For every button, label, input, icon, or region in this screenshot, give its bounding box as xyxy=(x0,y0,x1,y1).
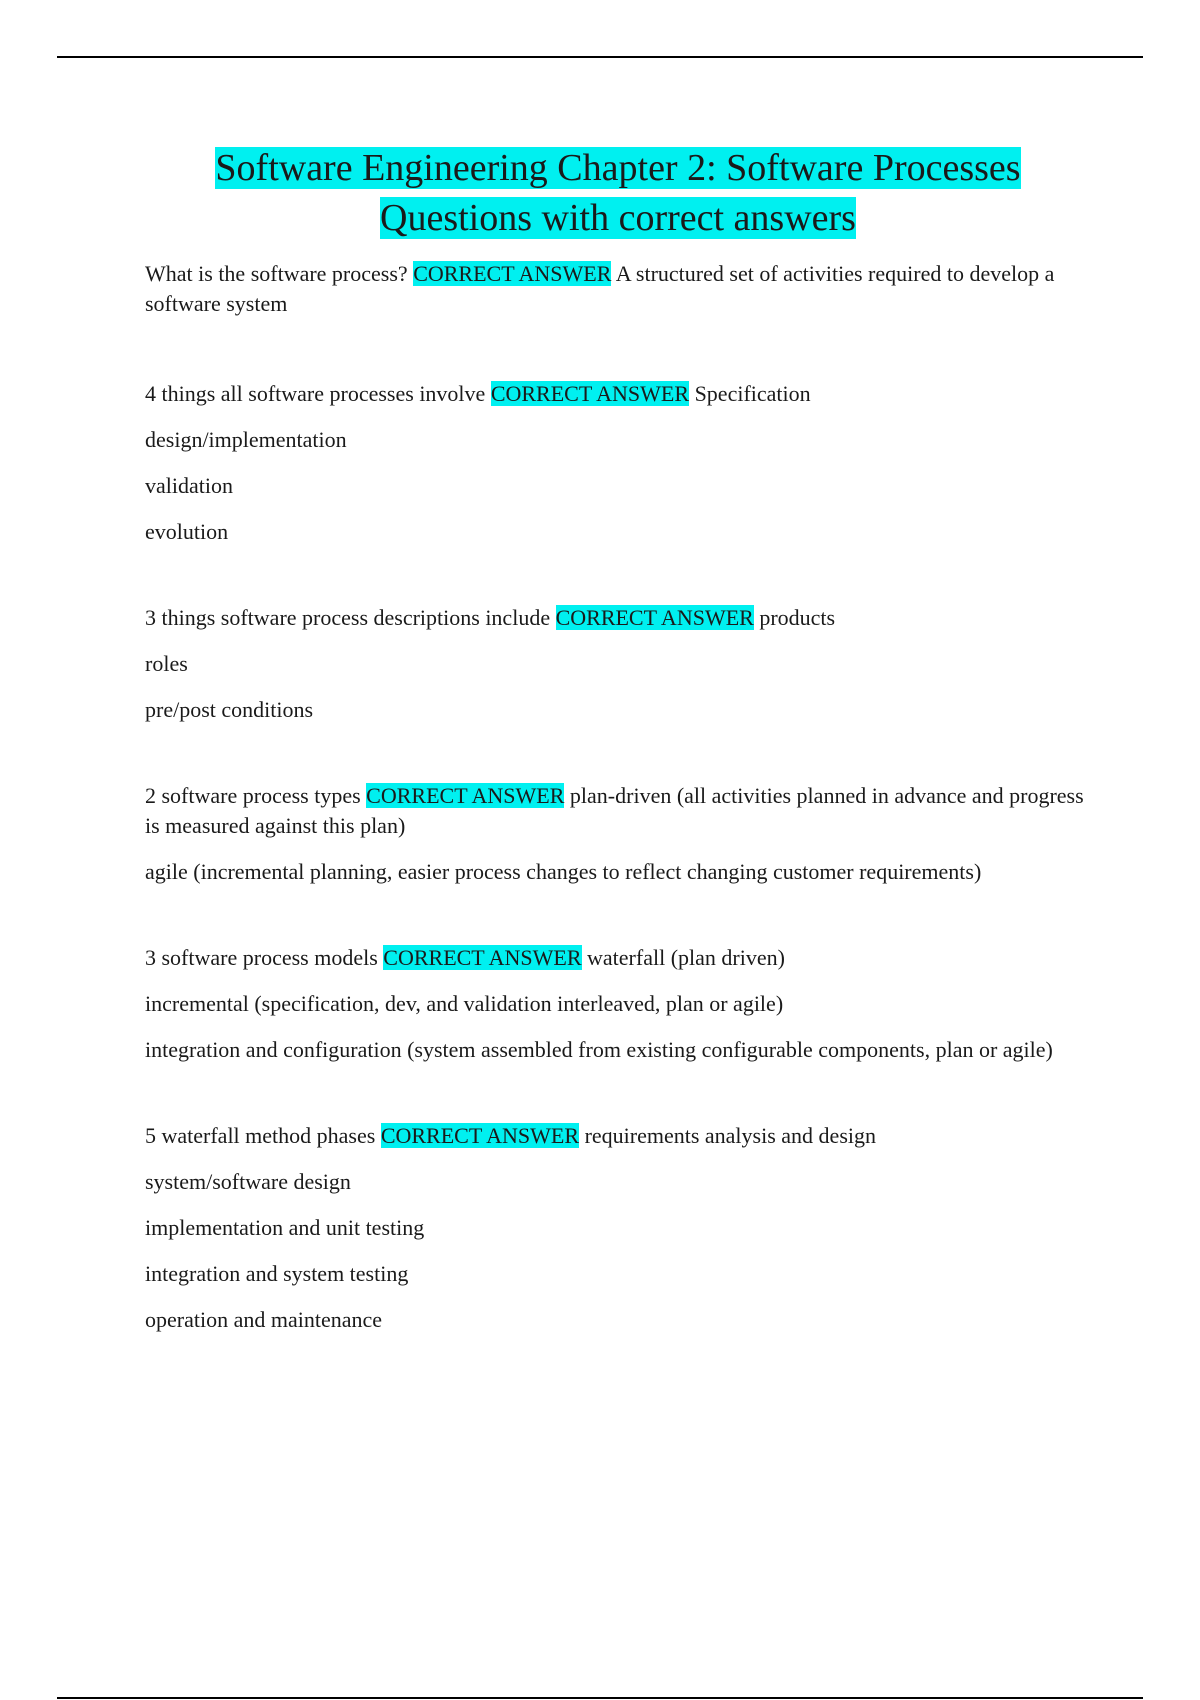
answer-line: integration and configuration (system assembled from existing configurable components, plan or agile) xyxy=(145,1037,1053,1062)
answer-line: operation and maintenance xyxy=(145,1307,383,1332)
top-rule xyxy=(57,56,1143,58)
question-text: 2 software process types xyxy=(145,783,361,808)
title-line-2: Questions with correct answers xyxy=(380,197,856,239)
answer-text: waterfall (plan driven) xyxy=(587,945,785,970)
qa-item xyxy=(145,943,1085,1065)
answer-text: A structured set of activities required to develop a software system xyxy=(145,261,1055,316)
answer-line: implementation and unit testing xyxy=(145,1215,425,1240)
answer-line: integration and system testing xyxy=(145,1261,409,1286)
answer-line: system/software design xyxy=(145,1169,351,1194)
correct-answer-marker: CORRECT ANSWER xyxy=(383,945,582,970)
answer-line: validation xyxy=(145,473,233,498)
correct-answer-marker: CORRECT ANSWER xyxy=(413,261,612,286)
qa-item xyxy=(145,379,1085,547)
qa-list xyxy=(145,259,1085,1391)
answer-text: products xyxy=(759,605,836,630)
question-text: 3 things software process descriptions include xyxy=(145,605,551,630)
document-title xyxy=(0,143,1200,243)
question-text: 3 software process models xyxy=(145,945,378,970)
correct-answer-marker: CORRECT ANSWER xyxy=(380,1123,580,1148)
correct-answer-marker: CORRECT ANSWER xyxy=(490,381,690,406)
qa-item xyxy=(145,259,1085,319)
qa-item xyxy=(145,603,1085,725)
answer-line: roles xyxy=(145,651,188,676)
question-text: 5 waterfall method phases xyxy=(145,1123,376,1148)
answer-text: requirements analysis and design xyxy=(584,1123,876,1148)
qa-item xyxy=(145,1121,1085,1335)
answer-line: evolution xyxy=(145,519,229,544)
answer-line: pre/post conditions xyxy=(145,697,314,722)
answer-line: agile (incremental planning, easier process changes to reflect changing customer requirements) xyxy=(145,859,982,884)
question-text: What is the software process? xyxy=(145,261,408,286)
qa-item xyxy=(145,781,1085,887)
correct-answer-marker: CORRECT ANSWER xyxy=(555,605,754,630)
question-text: 4 things all software processes involve xyxy=(145,381,486,406)
bottom-rule xyxy=(57,1697,1143,1699)
answer-text: plan-driven (all activities planned in advance and progress is measured against this plan) xyxy=(145,783,1084,838)
answer-line: incremental (specification, dev, and validation interleaved, plan or agile) xyxy=(145,991,784,1016)
answer-text: Specification xyxy=(694,381,811,406)
correct-answer-marker: CORRECT ANSWER xyxy=(366,783,565,808)
title-line-1: Software Engineering Chapter 2: Software Processes xyxy=(215,147,1021,189)
answer-line: design/implementation xyxy=(145,427,347,452)
